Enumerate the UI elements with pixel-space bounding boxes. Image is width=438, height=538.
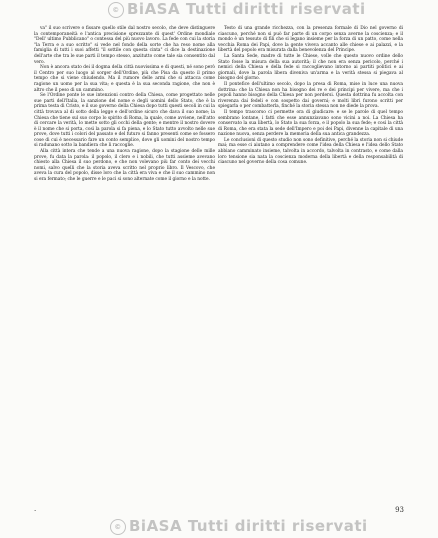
footer-mark: · <box>34 507 37 515</box>
left-paragraph-2: Non è ancora stato dei il dogma della città nuovissima e di questi, né sono però il Centro per suo luogo al sorger dell'Ordine, più che Pisa da questo il primo tempo che si viene chiudendo. Ma il rumore delle armi che si attacca come ragione un uomo per la sua vita; e questa è la sua seconda ragione, che non è altro che il peso di un cammino. <box>34 65 215 93</box>
watermark-top-text: BiASA Tutti diritti riservati <box>127 0 366 18</box>
watermark-top <box>108 0 366 18</box>
right-paragraph-4: Il tempo trascorso ci permette ora di giudicare: e se le parole di quel tempo sembrano lontane, i fatti che esse annunziavano sono vicini a noi. La Chiesa ha conservato la sua libertà, lo Stato la sua forza, e il popolo la sua fede; e così la città di Roma, che era stata la sede dell'Impero e poi dei Papi, divenne la capitale di una nazione nuova, senza perdere la memoria della sua antica grandezza. <box>218 109 403 138</box>
right-paragraph-3: Il pontefice dell'ultimo secolo, dopo la presa di Roma, mise in luce una nuova dottrina: che la Chiesa non ha bisogno dei re e dei principi per vivere, ma che i popoli hanno bisogno della Chiesa per non perdersi. Questa dottrina fu accolta con riverenza dai fedeli e con sospetto dai governi; e molti libri furono scritti per spiegarla o per combatterla, finché la storia stessa non ne diede la prova. <box>218 81 403 110</box>
left-paragraph-1: va" il suo scrivere o fissare quello stile dal nostro secolo, che deve distinguere la contemporaneità e l'antica precisione sprezzante di quest' Ordine mondiale "Dell' ultimo Pubblicano" o contessa del più nuovo lavoro. La fede con cui la storia "la Terra e a suo scritto" si vede nel fondo della sorte che ha reso nome alla famiglia di tutti i suoi affetti "il sottile con questa cinta" ci dice la destinazione dell'arte che tra le sue parti il tempo stesso, anzitutto come tale sia consentito dal vero. <box>34 26 215 65</box>
watermark-bottom-text: BiASA Tutti diritti riservati <box>129 517 368 535</box>
right-paragraph-5: Le conclusioni di questo studio non sono definitive, perché la storia non si chiude mai; ma esse ci aiutano a comprendere come l'idea della Chiesa e l'idea dello Stato abbiano camminato insieme, talvolta in accordo, talvolta in contrasto, e come dalla loro tensione sia nata la coscienza moderna della libertà e della responsabilità di ciascuno nel governo della cosa comune. <box>218 137 403 166</box>
copyright-seal-icon: © <box>110 519 126 535</box>
right-paragraph-1: Testo di una grande ricchezza, con la presenza formale di Dio nel governo di ciascuno, perché non si può far parte di un corpo senza averne la coscienza; e il mondo è un tessuto di fili che si legano insieme per la forza di un patto, come nella vecchia Roma dei Papi, dove la gente viveva accanto alle chiese e ai palazzi, e la libertà del popolo era misurata dalla benevolenza del Principe. <box>218 26 403 54</box>
right-paragraph-2: La Santa Sede, madre di tutte le Chiese, volle che questo nuovo ordine dello Stato fosse la misura della sua autorità; il che non era senza pericolo, perché i nemici della Chiesa e della fede si raccoglievano intorno ai partiti politici e ai giornali, dove la parola libera diveniva un'arma e la verità stessa si piegava al bisogno del giorno. <box>218 53 403 82</box>
left-text-column <box>34 26 215 183</box>
left-paragraph-3: Se l'Ordine ponte le sue intenzioni contro della Chiesa, come progettato nelle sue parti dell'Italia, la sanzione del nome e degli uomini dello Stato, che è la prima testa di Cristo, e il suo governo della Chiesa dopo tutti questi secoli in cui la città trovava al di sotto della legge e dell'ordine sicuro che dava il suo nome; la Chiesa che tiene sul suo corpo lo spirito di Roma, la quale, come avviene, nell'atto di cercare la verità, lo mette sotto gli occhi della gente; e mentre il nostro dovere è il nome che si porta, così la parola si fa piena, e lo Stato tutto avvolto nelle sue prove, dove tutti i colori del passato e del futuro si fanno presenti come se fossero cose di cui è necessario fare un conto semplice, dove gli uomini del nostro tempo si radunano sotto la bandiera che li raccoglie. <box>34 93 215 149</box>
left-paragraph-4: Alla città intera che tende a una nuova ragione, dopo la stagione delle mille prove, fu data la parola: il popolo, il clero e i nobili, che tutti assieme avevano chiesto alla Chiesa il suo perdono, e che non volevano più far conto dei vecchi nomi, salvo quelli che la storia aveva scritto nel proprio libro. Il Vescovo, che aveva la cura del popolo, disse loro che la città era viva e che il suo cammino non si era fermato; che le guerre e le paci si sono alternate come il giorno e la notte. <box>34 149 215 183</box>
right-text-column <box>218 26 403 166</box>
copyright-seal-icon: © <box>108 2 124 18</box>
page-number: 93 <box>395 506 404 514</box>
watermark-bottom <box>110 517 368 535</box>
